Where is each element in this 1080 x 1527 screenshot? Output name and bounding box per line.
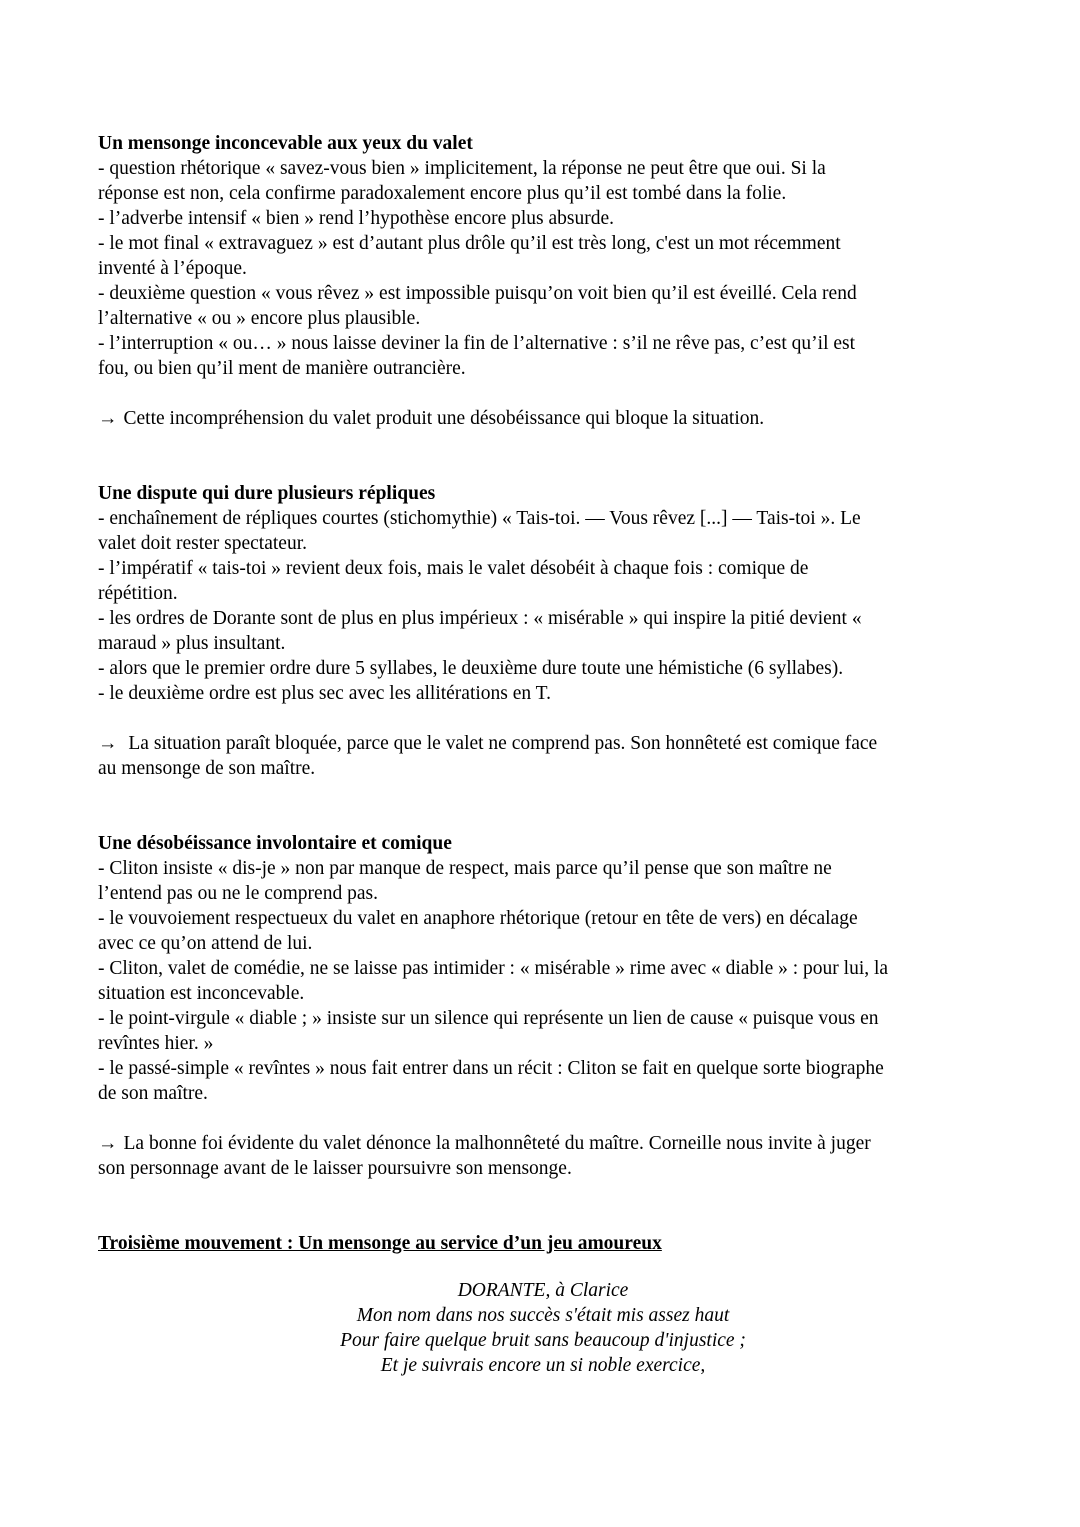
document-page [98,131,988,1378]
body-line: situation est inconcevable. [98,983,305,1004]
conclusion-line: au mensonge de son maître. [98,758,316,779]
arrow-right-icon: → [98,1133,118,1154]
arrow-right-icon: → [98,408,118,429]
body-line: de son maître. [98,1083,208,1104]
body-line: maraud » plus insultant. [98,633,286,654]
body-line: - Cliton insiste « dis-je » non par manque de respect, mais parce qu’il pense que son maître ne [98,858,832,879]
verse-line: Et je suivrais encore un si noble exercice, [380,1355,706,1376]
body-line: avec ce qu’on attend de lui. [98,933,313,954]
body-line: - le vouvoiement respectueux du valet en anaphore rhétorique (retour en tête de vers) en décalage [98,908,858,929]
verse-line: Mon nom dans nos succès s'était mis assez haut [356,1305,730,1326]
verse-block [98,1278,988,1378]
body-line: revîntes hier. » [98,1033,214,1054]
body-line: - l’adverbe intensif « bien » rend l’hypothèse encore plus absurde. [98,208,615,229]
body-line: - Cliton, valet de comédie, ne se laisse pas intimider : « misérable » rime avec « diable » : pour lui, la [98,958,889,979]
body-line: - l’interruption « ou… » nous laisse deviner la fin de l’alternative : s’il ne rêve pas, c’est qu’il est [98,333,856,354]
section-heading: Une dispute qui dure plusieurs répliques [98,483,436,504]
body-line: inventé à l’époque. [98,258,247,279]
conclusion-line: → La bonne foi évidente du valet dénonce la malhonnêteté du maître. Corneille nous invite à juger [98,1133,871,1154]
body-line: l’entend pas ou ne le comprend pas. [98,883,378,904]
verse-line: Pour faire quelque bruit sans beaucoup d'injustice ; [340,1330,746,1351]
body-line: - l’impératif « tais-toi » revient deux fois, mais le valet désobéit à chaque fois : comique de [98,558,809,579]
body-line: fou, ou bien qu’il ment de manière outrancière. [98,358,466,379]
arrow-right-icon: → [98,733,118,754]
body-line: répétition. [98,583,178,604]
body-line: - le mot final « extravaguez » est d’autant plus drôle qu’il est très long, c'est un mot récemment [98,233,841,254]
body-line: réponse est non, cela confirme paradoxalement encore plus qu’il est tombé dans la folie. [98,183,787,204]
section-mensonge-inconcevable [98,131,988,431]
body-line: - le passé-simple « revîntes » nous fait entrer dans un récit : Cliton se fait en quelque sorte biographe [98,1058,884,1079]
body-line: - alors que le premier ordre dure 5 syllabes, le deuxième dure toute une hémistiche (6 syllabes). [98,658,844,679]
movement-title: Troisième mouvement : Un mensonge au service d’un jeu amoureux [98,1233,662,1254]
conclusion-line: → La situation paraît bloquée, parce que le valet ne comprend pas. Son honnêteté est comique face [98,733,878,754]
body-line: - le deuxième ordre est plus sec avec les allitérations en T. [98,683,552,704]
conclusion-line: → Cette incompréhension du valet produit une désobéissance qui bloque la situation. [98,408,765,429]
body-line: - le point-virgule « diable ; » insiste sur un silence qui représente un lien de cause « puisque vous en [98,1008,879,1029]
body-line: - question rhétorique « savez-vous bien » implicitement, la réponse ne peut être que oui. Si la [98,158,826,179]
movement-section [98,1231,988,1378]
body-line: - deuxième question « vous rêvez » est impossible puisqu’on voit bien qu’il est éveillé. Cela rend [98,283,857,304]
body-line: - enchaînement de répliques courtes (stichomythie) « Tais-toi. — Vous rêvez [...] — Tais-toi ». Le [98,508,861,529]
body-line: l’alternative « ou » encore plus plausible. [98,308,421,329]
body-line: - les ordres de Dorante sont de plus en plus impérieux : « misérable » qui inspire la pitié devient « [98,608,862,629]
speaker-line: DORANTE, à Clarice [457,1280,629,1301]
body-line: valet doit rester spectateur. [98,533,307,554]
section-desobeissance [98,831,988,1181]
conclusion-line: son personnage avant de le laisser poursuivre son mensonge. [98,1158,572,1179]
section-dispute [98,481,988,781]
section-heading: Un mensonge inconcevable aux yeux du valet [98,133,473,154]
section-heading: Une désobéissance involontaire et comique [98,833,452,854]
